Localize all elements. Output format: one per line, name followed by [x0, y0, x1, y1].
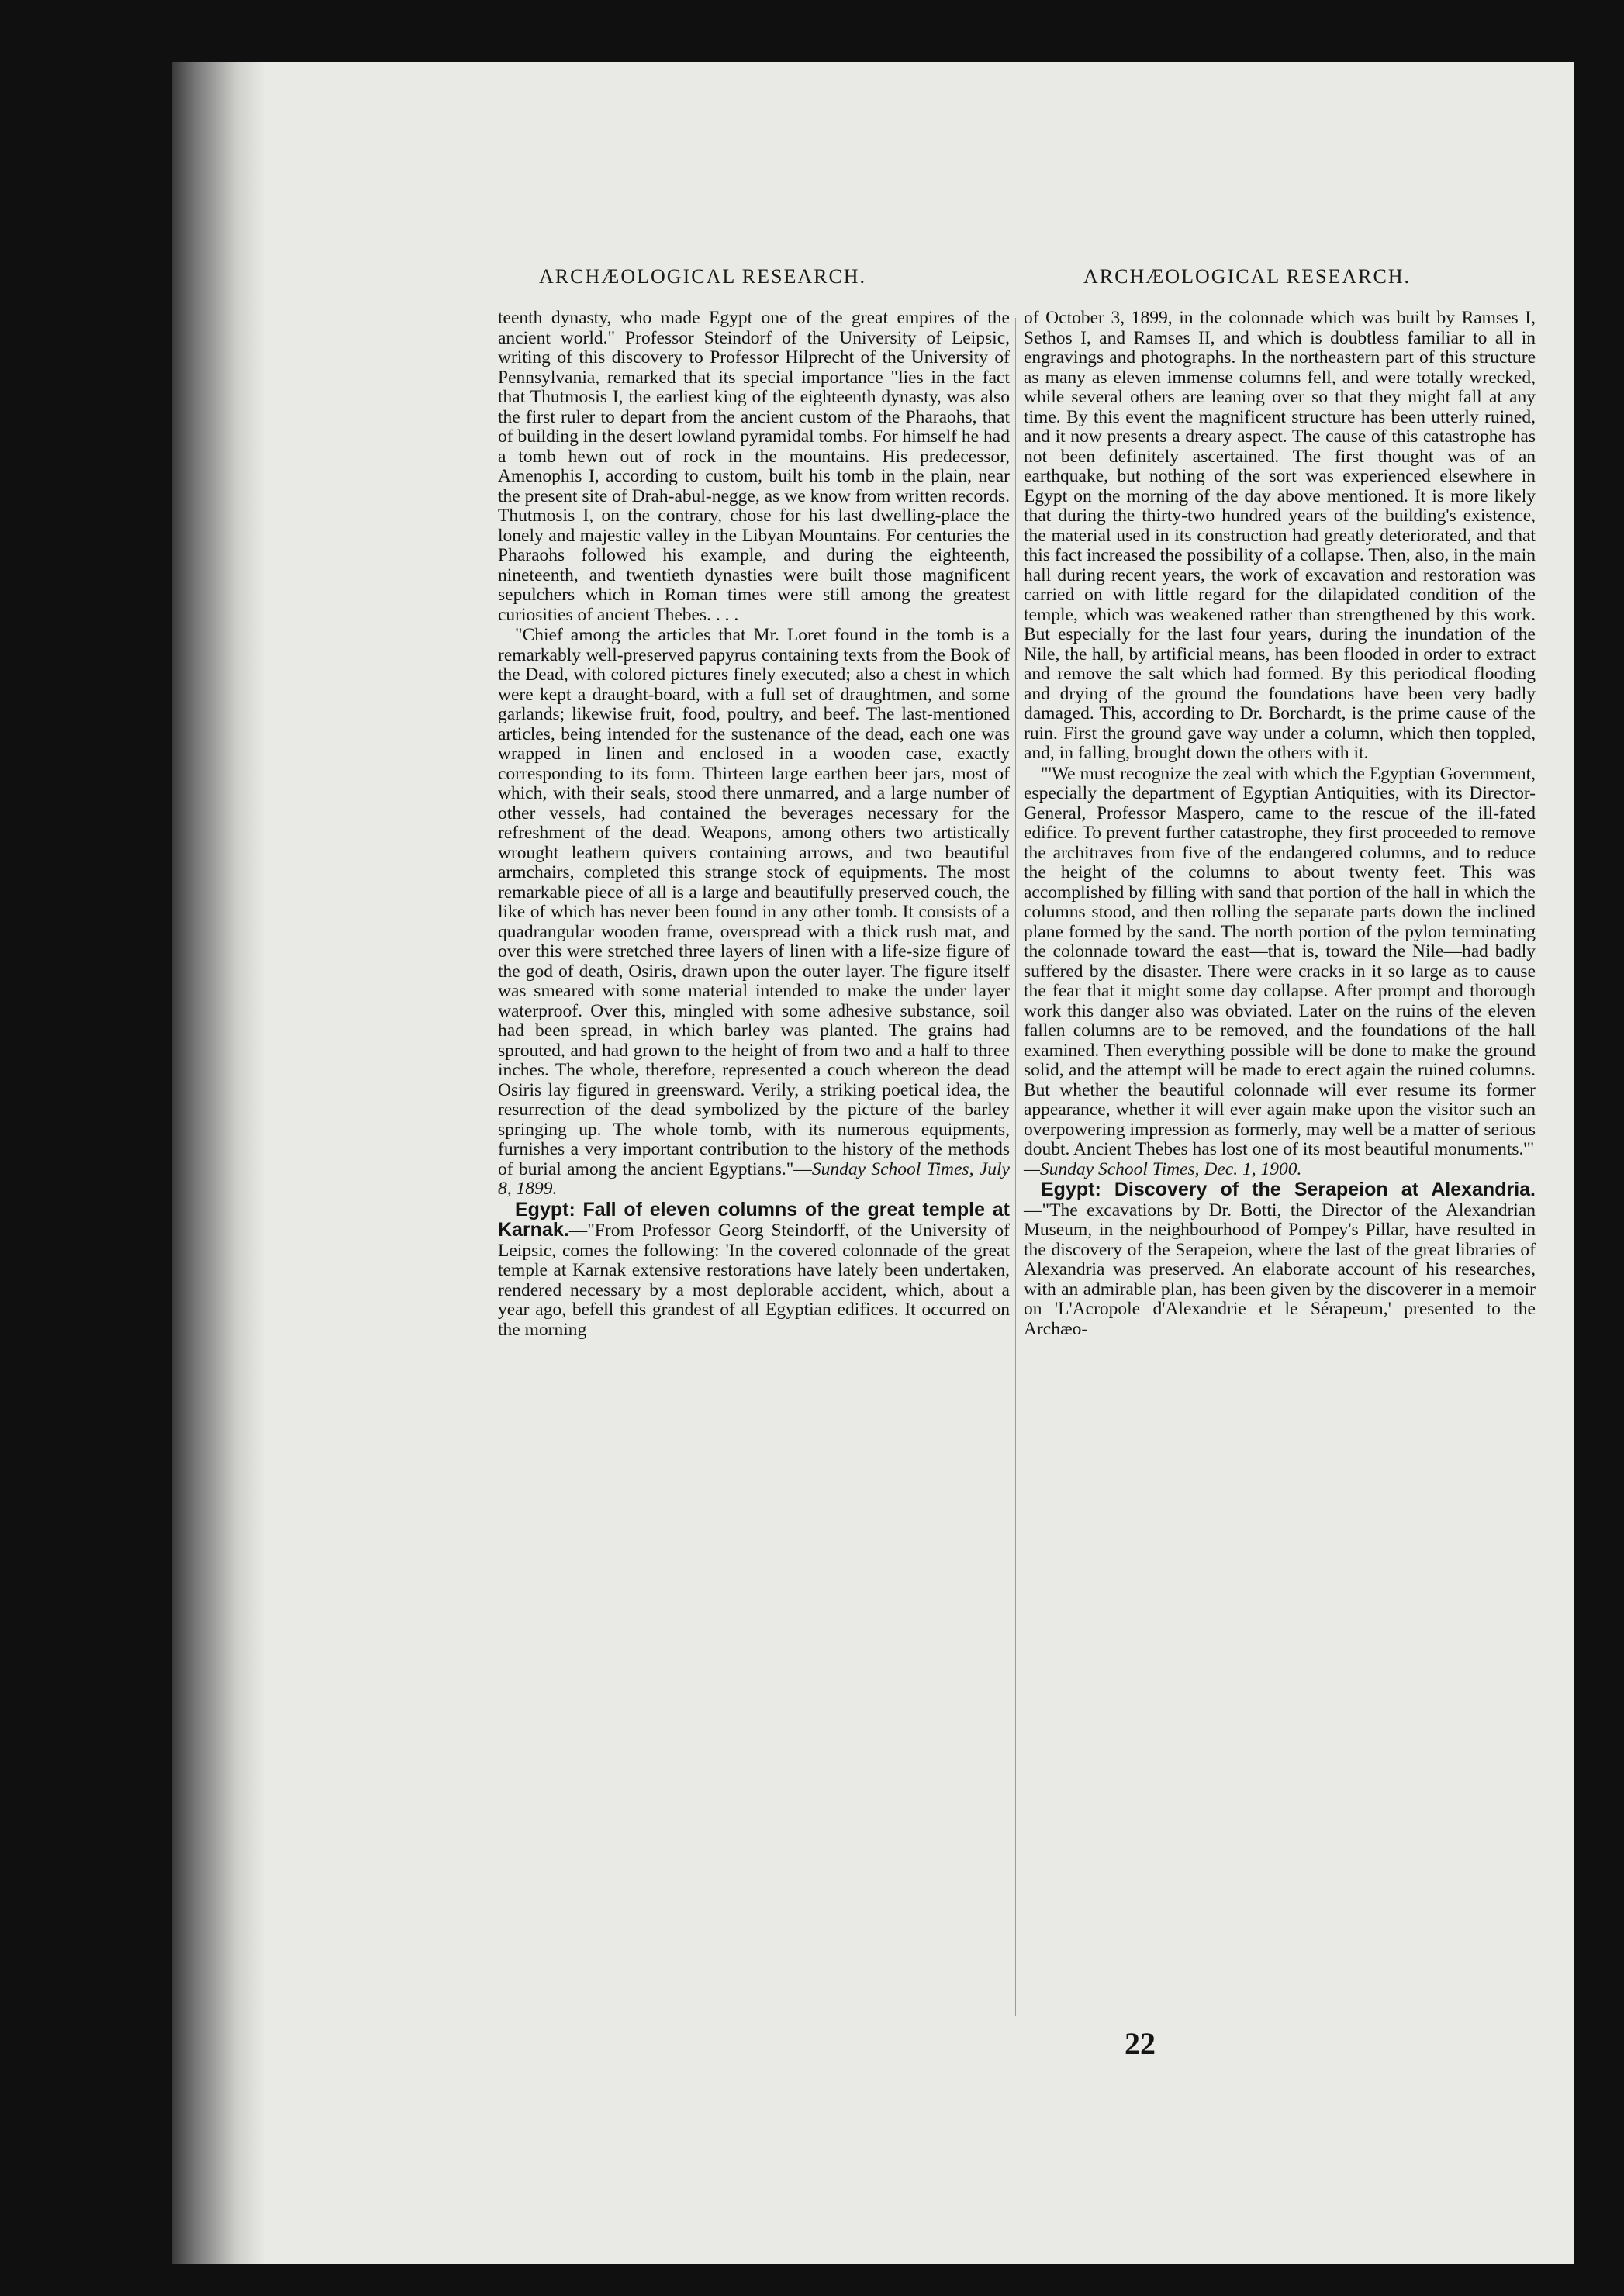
- page-binding-shadow: [172, 62, 265, 2264]
- right-column: [1024, 309, 1536, 1339]
- page-number: 22: [1125, 2026, 1156, 2061]
- paragraph-text: "Chief among the articles that Mr. Loret found in the tomb is a remarkably well-preserved papyrus containing texts from the Book of the Dead, with colored pictures finely executed; also a chest in which were kept a draught-board, with a full set of draughtmen, and some garlands; likewise fruit, food, poultry, and beef. The last-mentioned articles, being intended for the sustenance of the dead, each one was wrapped in linen and enclosed in a wooden case, exactly corresponding to its form. Thirteen large earthen beer jars, most of which, with their seals, stood there unmarred, and a large number of other vessels, had contained the beverages necessary for the refreshment of the dead. Weapons, among others two artistically wrought leathern quivers containing arrows, and two beautiful armchairs, completed this strange stock of equipments. The most remarkable piece of all is a large and beautifully preserved couch, the like of which has never been found in any other tomb. It consists of a quadrangular wooden frame, overspread with a thick rush mat, and over this were stretched three layers of linen with a life-size figure of the god of death, Osiris, drawn upon the outer layer. The figure itself was smeared with some material intended to make the under layer waterproof. Over this, mingled with some adhesive substance, soil had been spread, in which barley was planted. The grains had sprouted, and had grown to the height of from two and a half to three inches. The whole, therefore, represented a couch whereon the dead Osiris lay figured in greensward. Verily, a striking poetical idea, the resurrection of the dead symbolized by the picture of the barley springing up. The whole tomb, with its numerous equipments, furnishes a very important contribution to the history of the methods of burial among the ancient Egyptians."—: [498, 625, 1010, 1179]
- section-paragraph: [1024, 1180, 1536, 1339]
- section-heading: Egypt: Fall of eleven columns of the great temple at Karnak.: [498, 1198, 1010, 1241]
- section-paragraph: [498, 1200, 1010, 1341]
- paragraph: teenth dynasty, who made Egypt one of the great empires of the ancient world." Professor Steindorf of the University of Leipsic, writing of this discovery to Professor Hilprecht of the University of Pennsylvania, remarked that its special importance "lies in the fact that Thutmosis I, the earliest king of the eighteenth dynasty, was also the first ruler to depart from the ancient custom of the Pharaohs, that of building in the desert lowland pyramidal tombs. For himself he had a tomb hewn out of rock in the mountains. His predecessor, Amenophis I, according to custom, built his tomb in the plain, near the present site of Drah-abul-negge, as we know from written records. Thutmosis I, on the contrary, chose for his last dwelling-place the lonely and majestic valley in the Libyan Mountains. For centuries the Pharaohs followed his example, and during the eighteenth, nineteenth, and twentieth dynasties were built those magnificent sepulchers which in Roman times were still among the greatest curiosities of ancient Thebes. . . .: [498, 308, 1010, 625]
- running-header-right: ARCHÆOLOGICAL RESEARCH.: [1083, 265, 1411, 288]
- section-heading: Egypt: Discovery of the Serapeion at Alexandria.: [1041, 1179, 1536, 1200]
- citation: —Sunday School Times, Dec. 1, 1900.: [1024, 1158, 1302, 1179]
- section-text: —"The excavations by Dr. Botti, the Director of the Alexandrian Museum, in the neighbourhood of Pompey's Pillar, have resulted in the discovery of the Serapeion, where the last of the great libraries of Alexandria was preserved. An elaborate account of his researches, with an admirable plan, has been given by the discoverer in a memoir on 'L'Acropole d'Alexandrie et le Sérapeum,' presented to the Archæo-: [1024, 1200, 1536, 1339]
- column-divider: [1015, 318, 1016, 2016]
- book-page: [172, 62, 1574, 2264]
- section-text: —"From Professor Georg Steindorff, of the University of Leipsic, comes the following: 'In the covered colonnade of the great temple at Karnak extensive restorations have lately been undertaken, rendered necessary by a most deplorable accident, which, about a year ago, befell this grandest of all Egyptian edifices. It occurred on the morning: [498, 1221, 1010, 1340]
- left-column: [498, 309, 1010, 1340]
- paragraph: [498, 626, 1010, 1200]
- running-header-left: ARCHÆOLOGICAL RESEARCH.: [539, 265, 867, 288]
- paragraph: of October 3, 1899, in the colonnade which was built by Ramses I, Sethos I, and Ramses II, and which is doubtless familiar to all in engravings and photographs. In the northeastern part of this structure as many as eleven immense columns fell, and were totally wrecked, while several others are leaning over so that they might fall at any time. By this event the magnificent structure has been utterly ruined, and it now presents a dreary aspect. The cause of this catastrophe has not been definitely ascertained. The first thought was of an earthquake, but nothing of the sort was experienced elsewhere in Egypt on the morning of the day above mentioned. It is more likely that during the thirty-two hundred years of the building's existence, the material used in its construction had greatly deteriorated, and that this fact increased the possibility of a collapse. Then, also, in the main hall during recent years, the work of excavation and restoration was carried on with little regard for the dilapidated condition of the temple, which was weakened rather than strengthened by this work. But especially for the last four years, during the inundation of the Nile, the hall, by artificial means, has been flooded in order to extract and remove the salt which had formed. By this periodical flooding and drying of the ground the foundations have been very badly damaged. This, according to Dr. Borchardt, is the prime cause of the ruin. First the ground gave way under a column, which then toppled, and, in falling, brought down the others with it.: [1024, 308, 1536, 763]
- paragraph-text: "'We must recognize the zeal with which the Egyptian Government, especially the department of Egyptian Antiquities, with its Director-General, Professor Maspero, came to the rescue of the ill-fated edifice. To prevent further catastrophe, they first proceeded to remove the architraves from five of the endangered columns, and to reduce the height of the columns to about twenty feet. This was accomplished by filling with sand that portion of the hall in which the columns stood, and then rolling the separate parts down the inclined plane formed by the sand. The north portion of the pylon terminating the colonnade toward the east—that is, toward the Nile—had badly suffered by the disaster. There were cracks in it so large as to cause the fear that it might some day collapse. After prompt and thorough work this danger also was obviated. Later on the ruins of the eleven fallen columns are to be removed, and the foundations of the hall examined. Then everything possible will be done to make the ground solid, and the attempt will be made to erect again the ruined columns. But whether the beautiful colonnade will ever resume its former appearance, whether it will ever again make upon the visitor such an overpowering impression as formerly, may well be a matter of serious doubt. Ancient Thebes has lost one of its most beautiful monuments.'": [1024, 763, 1536, 1159]
- citation: Sunday School Times, July 8, 1899.: [498, 1158, 1010, 1199]
- paragraph: [1024, 765, 1536, 1180]
